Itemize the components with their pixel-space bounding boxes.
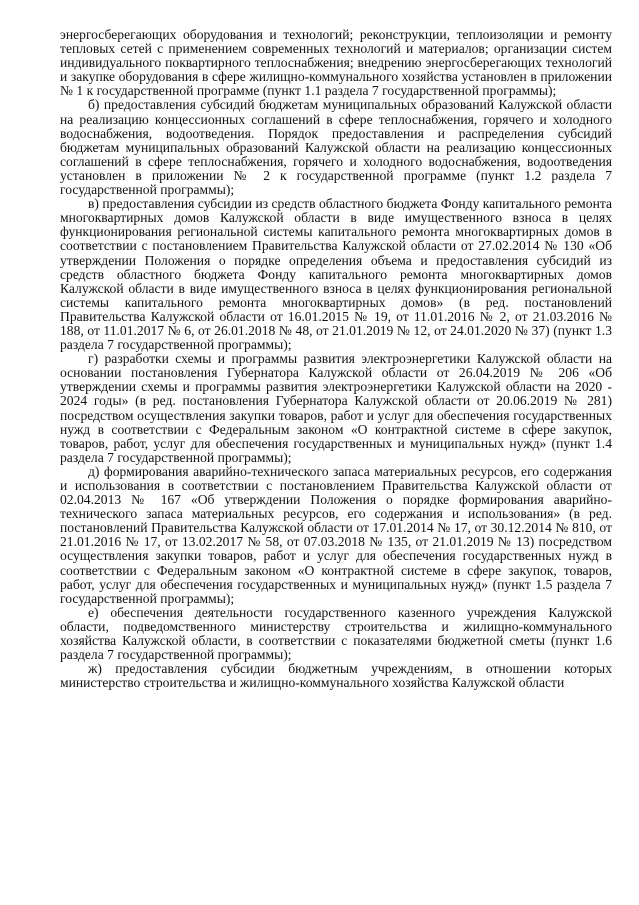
paragraph-item-d: д) формирования аварийно-технического запаса материальных ресурсов, его содержания и использования в соответствии с постановлением Правительства Калужской области от 02.04.2013 № 167 «Об утверждении Положения о порядке формирования аварийно-технического запаса материальных ресурсов, его содержания и использования» (в ред. постановлений Правительства Калужской области от 17.01.2014 № 17, от 30.12.2014 № 810, от 21.01.2016 № 17, от 13.02.2017 № 58, от 07.03.2018 № 135, от 21.01.2019 № 13) посредством осуществления закупки товаров, работ и услуг для обеспечения государственных нужд в соответствии с Федеральным законом «О контрактной системе в сфере закупок, товаров, работ, услуг для обеспечения государственных и муниципальных нужд» (пункт 1.5 раздела 7 государственной программы); — [60, 463, 612, 606]
paragraph-item-g: г) разработки схемы и программы развития электроэнергетики Калужской области на основании постановления Губернатора Калужской области от 26.04.2019 № 206 «Об утверждении схемы и программы развития электроэнергетики Калужской области на 2020 - 2024 годы» (в ред. постановления Губернатора Калужской области от 20.06.2019 № 281) посредством осуществления закупки товаров, работ и услуг для обеспечения государственных нужд в соответствии с Федеральным законом «О контрактной системе в сфере закупок, товаров, работ, услуг для обеспечения государственных и муниципальных нужд» (пункт 1.4 раздела 7 государственной программы); — [60, 351, 612, 465]
paragraph-item-b: б) предоставления субсидий бюджетам муниципальных образований Калужской области на реализацию концессионных соглашений в сфере теплоснабжения, горячего и холодного водоснабжения, водоотведения. Порядок предоставления и распределения субсидий бюджетам муниципальных образований Калужской области на реализацию концессионных соглашений в сфере теплоснабжения, горячего и холодного водоснабжения, водоотведения установлен в приложении № 2 к государственной программе (пункт 1.2 раздела 7 государственной программы); — [60, 97, 612, 198]
paragraph-continuation: энергосберегающих оборудования и технологий; реконструкции, теплоизоляции и ремонту тепловых сетей с применением современных технологий и материалов; организации систем индивидуального поквартирного теплоснабжения; внедрению энергосберегающих технологий и закупке оборудования в сфере жилищно-коммунального хозяйства установлен в приложении № 1 к государственной программе (пункт 1.1 раздела 7 государственной программы); — [60, 27, 612, 99]
paragraph-item-v: в) предоставления субсидии из средств областного бюджета Фонду капитального ремонта многоквартирных домов Калужской области в виде имущественного взноса в целях функционирования региональной системы капитального ремонта многоквартирных домов в соответствии с постановлением Правительства Калужской области от 27.02.2014 № 130 «Об утверждении Положения о порядке определения объема и предоставления субсидий из средств областного бюджета Фонду капитального ремонта многоквартирных домов Калужской области в виде имущественного взноса в целях функционирования региональной системы капитального ремонта многоквартирных домов» (в ред. постановлений Правительства Калужской области от 16.01.2015 № 19, от 11.01.2016 № 2, от 21.03.2016 № 188, от 11.01.2017 № 6, от 26.01.2018 № 48, от 21.01.2019 № 12, от 24.01.2020 № 37) (пункт 1.3 раздела 7 государственной программы); — [60, 196, 612, 353]
paragraph-item-zh: ж) предоставления субсидии бюджетным учреждениям, в отношении которых министерство строительства и жилищно-коммунального хозяйства Калужской области — [60, 661, 612, 691]
document-body — [60, 28, 612, 690]
paragraph-item-e: е) обеспечения деятельности государственного казенного учреждения Калужской области, подведомственного министерству строительства и жилищно-коммунального хозяйства Калужской области, в соответствии с показателями бюджетной сметы (пункт 1.6 раздела 7 государственной программы); — [60, 604, 612, 663]
